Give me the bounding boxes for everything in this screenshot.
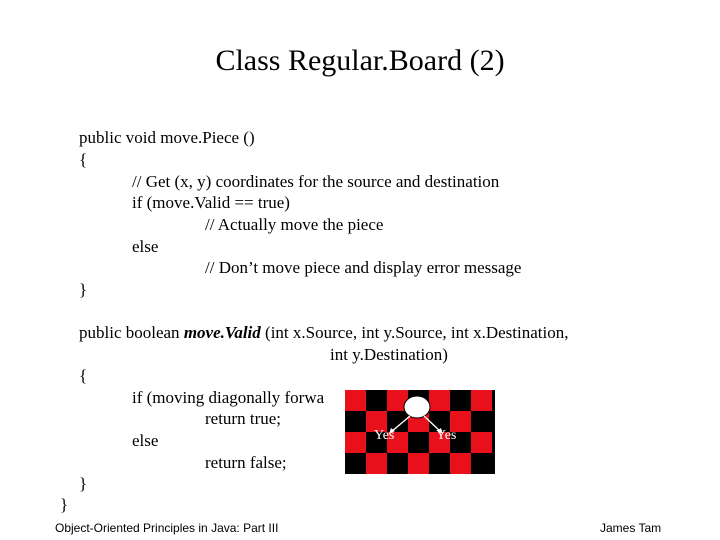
else-line-1: else xyxy=(132,237,159,256)
board-square xyxy=(408,453,429,474)
board-square xyxy=(429,390,450,411)
else-line-2: else xyxy=(132,431,159,450)
footer-author: James Tam xyxy=(600,521,662,535)
move-piece-open-brace: { xyxy=(79,150,88,169)
if-moving-diagonally-line: if (moving diagonally forwa xyxy=(132,388,325,407)
footer-course-title: Object-Oriented Principles in Java: Part III xyxy=(55,521,279,535)
sig-prefix: public boolean xyxy=(79,323,184,342)
checkerboard-image xyxy=(345,390,495,474)
slide-title: Class Regular.Board (2) xyxy=(215,44,505,77)
move-piece-signature: public void move.Piece () xyxy=(79,128,255,147)
sig-suffix: (int x.Source, int y.Source, int x.Destination, xyxy=(260,323,569,342)
move-valid-signature-line2: int y.Destination) xyxy=(330,345,448,364)
move-valid-signature xyxy=(79,323,568,343)
yes-left-label: Yes xyxy=(374,428,395,443)
return-false-line: return false; xyxy=(205,453,287,472)
board-square xyxy=(450,453,471,474)
comment-get-coordinates: // Get (x, y) coordinates for the source and destination xyxy=(132,172,500,191)
move-valid-close-brace: } xyxy=(79,474,88,493)
board-square xyxy=(471,390,492,411)
yes-right-label: Yes xyxy=(436,428,457,443)
if-move-valid-line: if (move.Valid == true) xyxy=(132,193,290,212)
board-square xyxy=(366,453,387,474)
checker-piece-icon xyxy=(404,396,430,418)
move-valid-open-brace: { xyxy=(79,366,88,385)
board-square xyxy=(345,432,366,453)
board-square xyxy=(471,432,492,453)
move-piece-close-brace: } xyxy=(79,280,88,299)
method-name-move-valid: move.Valid xyxy=(183,323,261,342)
comment-move-piece: // Actually move the piece xyxy=(205,215,384,234)
comment-dont-move: // Don’t move piece and display error message xyxy=(205,258,522,277)
board-square xyxy=(345,390,366,411)
outer-close-brace: } xyxy=(60,495,69,514)
return-true-line: return true; xyxy=(205,409,281,428)
